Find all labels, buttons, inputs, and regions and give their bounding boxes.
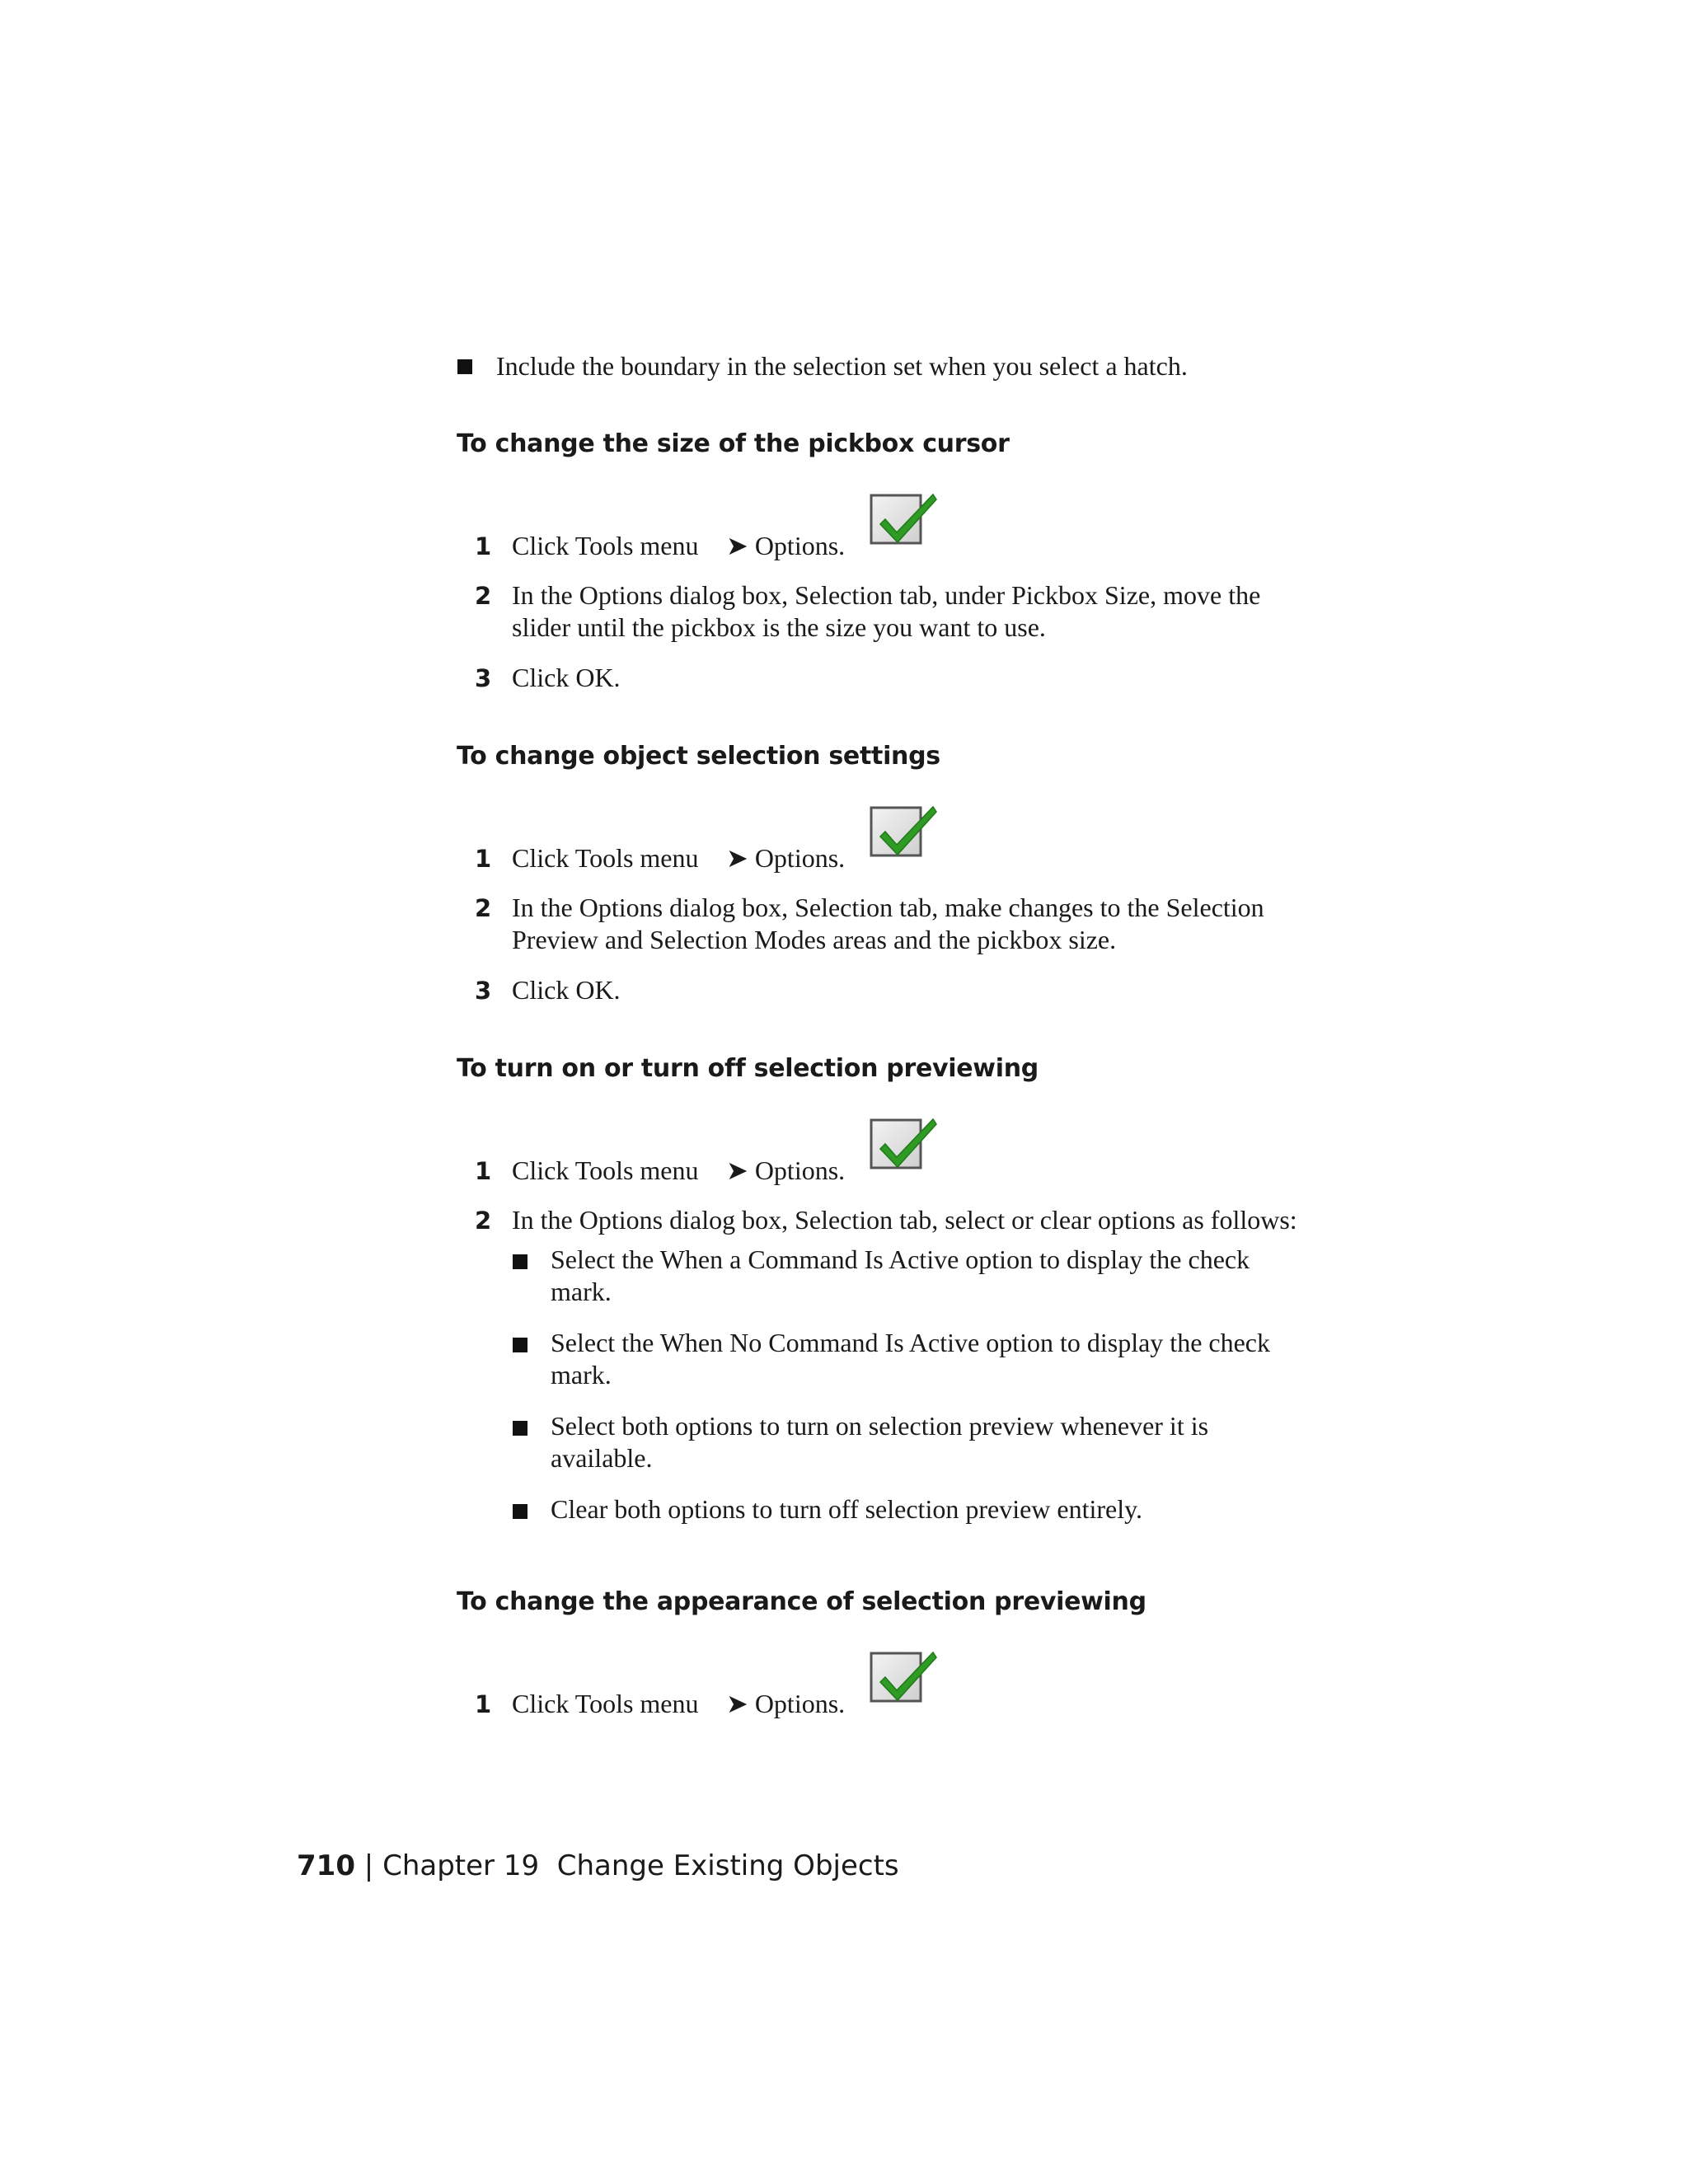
step-number: 1	[475, 845, 492, 873]
sub-bullet-text: Select the When No Command Is Active option to display the check	[551, 1328, 1270, 1357]
step-number: 3	[475, 977, 492, 1005]
section-heading: To change the appearance of selection previewing	[457, 1587, 1146, 1616]
step-text: Click OK.	[512, 975, 621, 1005]
bullet-marker	[513, 1338, 528, 1352]
sub-bullet-text: available.	[551, 1443, 653, 1473]
sub-bullet-text: mark.	[551, 1360, 612, 1390]
step-text: ➤ Options.	[726, 531, 846, 560]
step-number: 1	[475, 532, 492, 560]
step-text: Click Tools menu	[512, 1155, 699, 1185]
bullet-marker	[513, 1421, 528, 1436]
step-text: Click Tools menu	[512, 1689, 699, 1718]
step-number: 2	[475, 582, 492, 610]
sub-bullet-text: Clear both options to turn off selection preview entirely.	[551, 1494, 1143, 1524]
checkmark-icon	[869, 490, 938, 549]
checkmark-icon	[869, 802, 938, 861]
step-number: 2	[475, 1207, 492, 1235]
footer-separator: |	[363, 1849, 374, 1882]
step-text: ➤ Options.	[726, 1155, 846, 1185]
chapter-title: Change Existing Objects	[556, 1849, 899, 1882]
step-text: Click Tools menu	[512, 843, 699, 873]
step-text: Click Tools menu	[512, 531, 699, 560]
step-text: ➤ Options.	[726, 1689, 846, 1718]
step-text: In the Options dialog box, Selection tab, make changes to the Selection	[512, 893, 1264, 922]
section-heading: To change object selection settings	[457, 742, 940, 771]
step-number: 2	[475, 894, 492, 922]
bullet-marker	[513, 1254, 528, 1269]
checkmark-icon	[869, 1114, 938, 1174]
sub-bullet-text: mark.	[551, 1277, 612, 1306]
section-heading: To change the size of the pickbox cursor	[457, 429, 1010, 458]
page-footer	[297, 1849, 899, 1882]
step-number: 3	[475, 664, 492, 692]
sub-bullet-text: Select the When a Command Is Active option to display the check	[551, 1244, 1250, 1274]
step-text: Click OK.	[512, 663, 621, 692]
bullet-marker	[513, 1504, 528, 1519]
step-text: ➤ Options.	[726, 843, 846, 873]
intro-bullet-text: Include the boundary in the selection set when you select a hatch.	[496, 351, 1188, 381]
step-text: In the Options dialog box, Selection tab, select or clear options as follows:	[512, 1205, 1297, 1235]
step-number: 1	[475, 1690, 492, 1718]
step-number: 1	[475, 1157, 492, 1185]
step-text: slider until the pickbox is the size you want to use.	[512, 612, 1046, 642]
section-heading: To turn on or turn off selection previewing	[457, 1054, 1039, 1083]
checkmark-icon	[869, 1647, 938, 1707]
page-number: 710	[297, 1849, 355, 1882]
step-text: In the Options dialog box, Selection tab, under Pickbox Size, move the	[512, 580, 1261, 610]
step-text: Preview and Selection Modes areas and the pickbox size.	[512, 925, 1117, 954]
chapter-label: Chapter 19	[382, 1849, 540, 1882]
bullet-marker	[457, 359, 472, 374]
sub-bullet-text: Select both options to turn on selection preview whenever it is	[551, 1411, 1209, 1441]
